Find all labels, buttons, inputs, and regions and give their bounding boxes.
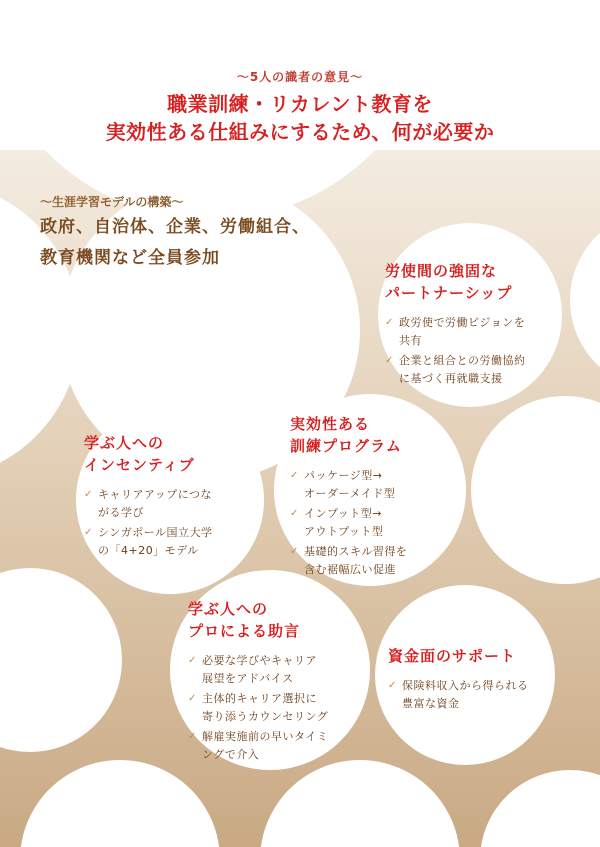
list-item-text: 保険料収入から得られる 豊富な資金 <box>402 679 529 710</box>
card-list <box>385 314 526 388</box>
list-item <box>290 543 407 579</box>
list-item <box>290 505 407 541</box>
card-list <box>84 486 213 560</box>
check-icon: ✓ <box>290 508 299 519</box>
lead-line-1: 政府、自治体、企業、労働組合、 <box>40 217 310 237</box>
card-financial-support <box>388 645 529 715</box>
list-item-text: キャリアアップにつな がる学び <box>98 488 213 519</box>
card-title-line-2: プロによる助言 <box>188 622 301 640</box>
list-item-text: 主体的キャリア選択に 寄り添うカウンセリング <box>202 692 329 723</box>
card-list <box>388 677 529 713</box>
page-title-line-1: 職業訓練・リカレント教育を <box>167 92 433 116</box>
list-item <box>385 352 526 388</box>
kicker-text: ～5人の識者の意見～ <box>236 70 364 84</box>
card-title-line-1: 学ぶ人への <box>84 434 165 452</box>
check-icon: ✓ <box>290 546 299 557</box>
check-icon: ✓ <box>188 693 197 704</box>
card-title-line-2: インセンティブ <box>84 456 195 474</box>
list-item-text: パッケージ型→ オーダーメイド型 <box>304 469 396 500</box>
list-item-text: インプット型→ アウトプット型 <box>304 507 384 538</box>
check-icon: ✓ <box>188 655 197 666</box>
card-professional-advice <box>188 598 328 766</box>
check-icon: ✓ <box>84 489 93 500</box>
check-icon: ✓ <box>385 317 394 328</box>
list-item-text: 必要な学びやキャリア 展望をアドバイス <box>202 654 317 685</box>
card-list <box>290 467 407 579</box>
lead-kicker: ～生涯学習モデルの構築～ <box>40 195 184 209</box>
list-item-text: 政労使で労働ビジョンを 共有 <box>399 316 526 347</box>
card-title-line-1: 労使間の強固な <box>385 262 498 280</box>
check-icon: ✓ <box>84 527 93 538</box>
list-item <box>188 652 328 688</box>
list-item <box>84 486 213 522</box>
card-labor-partnership <box>385 260 526 390</box>
lead-line-2: 教育機関など全員参加 <box>40 248 220 268</box>
page-title-line-2: 実効性ある仕組みにするため、何が必要か <box>105 120 495 144</box>
list-item-text: 解雇実施前の早いタイミ ングで介入 <box>202 730 329 761</box>
check-icon: ✓ <box>188 731 197 742</box>
check-icon: ✓ <box>388 680 397 691</box>
list-item-text: 基礎的スキル習得を 含む裾幅広い促進 <box>304 545 408 576</box>
list-item <box>84 524 213 560</box>
list-item-text: 企業と組合との労働協約 に基づく再就職支援 <box>399 354 526 385</box>
card-learner-incentive <box>84 432 213 562</box>
card-title-line-1: 実効性ある <box>290 415 371 433</box>
list-item-text: シンガポール国立大学 の「4+20」モデル <box>98 526 213 557</box>
list-item <box>290 467 407 503</box>
card-title-line-2: パートナーシップ <box>385 284 513 302</box>
card-title-line-2: 訓練プログラム <box>290 437 402 455</box>
check-icon: ✓ <box>290 470 299 481</box>
list-item <box>188 690 328 726</box>
list-item <box>385 314 526 350</box>
card-title-line-1: 学ぶ人への <box>188 600 269 618</box>
list-item <box>388 677 529 713</box>
list-item <box>188 728 328 764</box>
card-training-program <box>290 413 407 581</box>
check-icon: ✓ <box>385 355 394 366</box>
card-title-line-1: 資金面のサポート <box>388 647 517 665</box>
card-list <box>188 652 328 764</box>
